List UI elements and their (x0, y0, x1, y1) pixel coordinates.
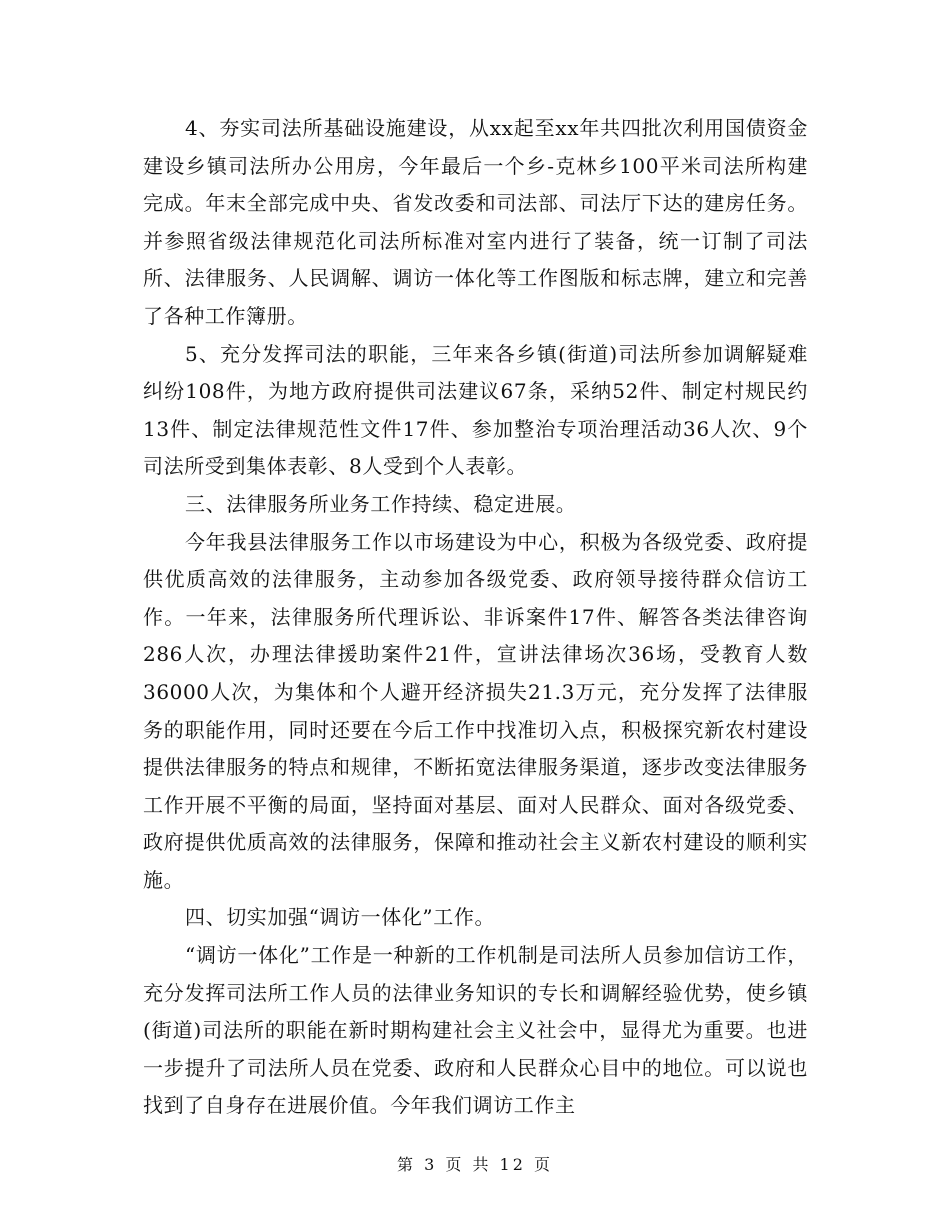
paragraph-judicial-functions: 5、充分发挥司法的职能，三年来各乡镇(街道)司法所参加调解疑难纠纷108件，为地方政府提供司法建议67条，采纳52件、制定村规民约13件、制定法律规范性文件17件、参加整治专项治理活动36人次、9个司法所受到集体表彰、8人受到个人表彰。 (143, 341, 808, 479)
paragraph-legal-services: 今年我县法律服务工作以市场建设为中心，积极为各级党委、政府提供优质高效的法律服务，主动参加各级党委、政府领导接待群众信访工作。一年来，法律服务所代理诉讼、非诉案件17件、解答各类法律咨询286人次，办理法律援助案件21件，宣讲法律场次36场，受教育人数36000人次，为集体和个人避开经济损失21.3万元，充分发挥了法律服务的职能作用，同时还要在今后工作中找准切入点，积极探究新农村建设提供法律服务的特点和规律，不断拓宽法律服务渠道，逐步改变法律服务工作开展不平衡的局面，坚持面对基层、面对人民群众、面对各级党委、政府提供优质高效的法律服务，保障和推动社会主义新农村建设的顺利实施。 (143, 529, 808, 892)
section-heading-legal-services: 三、法律服务所业务工作持续、稳定进展。 (185, 491, 577, 516)
page-footer (0, 1152, 950, 1175)
paragraph-mediation-petition: “调访一体化”工作是一种新的工作机制是司法所人员参加信访工作，充分发挥司法所工作人员的法律业务知识的专长和调解经验优势，使乡镇(街道)司法所的职能在新时期构建社会主义社会中，显得尤为重要。也进一步提升了司法所人员在党委、政府和人民群众心目中的地位。可以说也找到了自身存在进展价值。今年我们调访工作主 (143, 943, 808, 1118)
section-heading-mediation-petition: 四、切实加强“调访一体化”工作。 (185, 905, 496, 930)
paragraph-facility-construction: 4、夯实司法所基础设施建设，从xx起至xx年共四批次利用国债资金建设乡镇司法所办公用房，今年最后一个乡-克林乡100平米司法所构建完成。年末全部完成中央、省发改委和司法部、司法厅下达的建房任务。并参照省级法律规范化司法所标准对室内进行了装备，统一订制了司法所、法律服务、人民调解、调访一体化等工作图版和标志牌，建立和完善了各种工作簿册。 (143, 116, 808, 328)
page-number: 第 3 页 共 12 页 (397, 1155, 553, 1174)
document-body (143, 110, 808, 1125)
